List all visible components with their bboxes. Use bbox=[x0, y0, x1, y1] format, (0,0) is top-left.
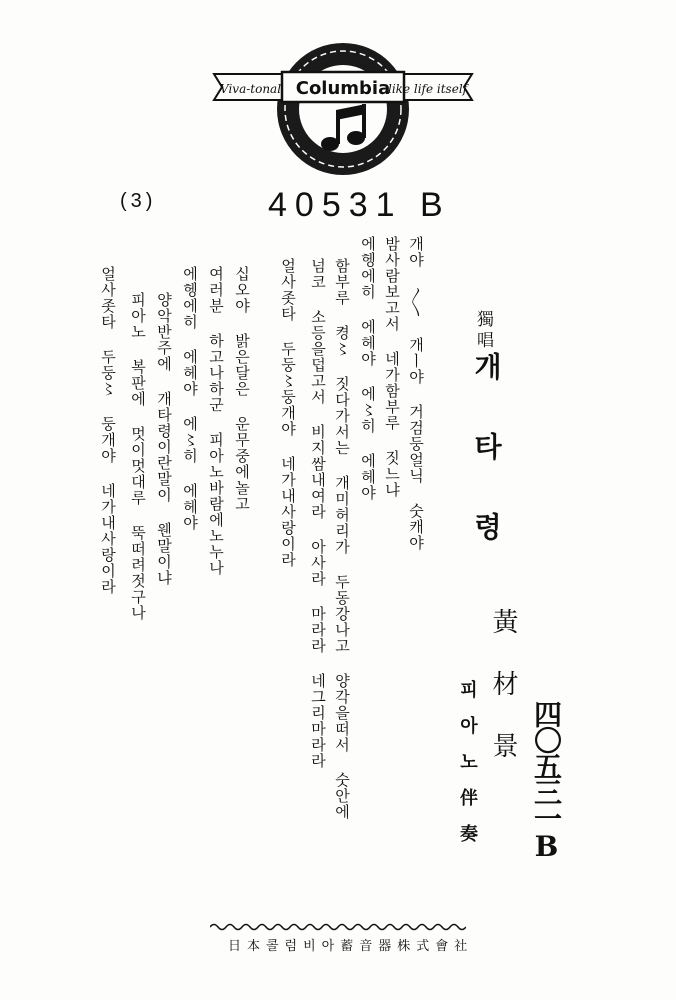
artist-name: 黃材景 bbox=[488, 608, 518, 794]
lyric-line: 양악반주에 개타령이란말이 웬말이냐 bbox=[155, 292, 173, 586]
side-catalog-number: 四〇五三一B bbox=[530, 700, 563, 861]
lyric-line: 얼사좃타 두둥〻둥개야 네가내사랑이라 bbox=[279, 258, 297, 568]
lyric-line: 밤사람보고서 네가함부루 짓느냐 bbox=[383, 236, 401, 498]
lyric-line: 에헹에히 에헤야 에〻히 에헤야 bbox=[359, 236, 377, 501]
lyric-line: 넘코 소등을덥고서 비지쌈내여라 아사라 마라라 네그리마라라 bbox=[309, 258, 327, 769]
laurel-wreath-icon bbox=[208, 34, 478, 180]
catalog-number: 40531 B bbox=[268, 186, 451, 224]
genre-label: 獨唱 bbox=[473, 310, 493, 352]
lyric-line: 십오야 밝은달은 운무중에놀고 bbox=[233, 266, 251, 512]
lyric-line: 얼사좃타 두둥〻 둥개야 네가내사랑이라 bbox=[99, 266, 117, 595]
right-ribbon: like life itself bbox=[388, 82, 468, 96]
ornamental-divider bbox=[210, 920, 466, 934]
lyric-line: 개야 〳〵 개ㅣ야 거검둥얼닉 숫캐야 bbox=[407, 236, 425, 551]
accompaniment: 피아노伴奏 bbox=[457, 680, 478, 860]
company-name: 日本콜럼비아蓄音器株式會社 bbox=[228, 939, 474, 954]
lyric-line: 함부루 켱〻 짓다가서는 개미허리가 두동강나고 양각을떠서 숫안에 bbox=[333, 258, 351, 820]
lyric-line: 피아노 복판에 멋이멋대루 뚝떠려젓구나 bbox=[129, 292, 147, 621]
lyric-line: 여러분 하고나하군 피아노바람에노누나 bbox=[207, 266, 225, 576]
left-ribbon: Viva-tonal bbox=[220, 82, 282, 96]
brand-name: Columbia bbox=[295, 78, 391, 99]
disc-number: (3) bbox=[120, 190, 157, 212]
columbia-logo bbox=[208, 34, 478, 180]
song-title: 개타령 bbox=[470, 352, 503, 592]
lyric-line: 에헹에히 에헤야 에〻히 에헤야 bbox=[181, 266, 199, 531]
